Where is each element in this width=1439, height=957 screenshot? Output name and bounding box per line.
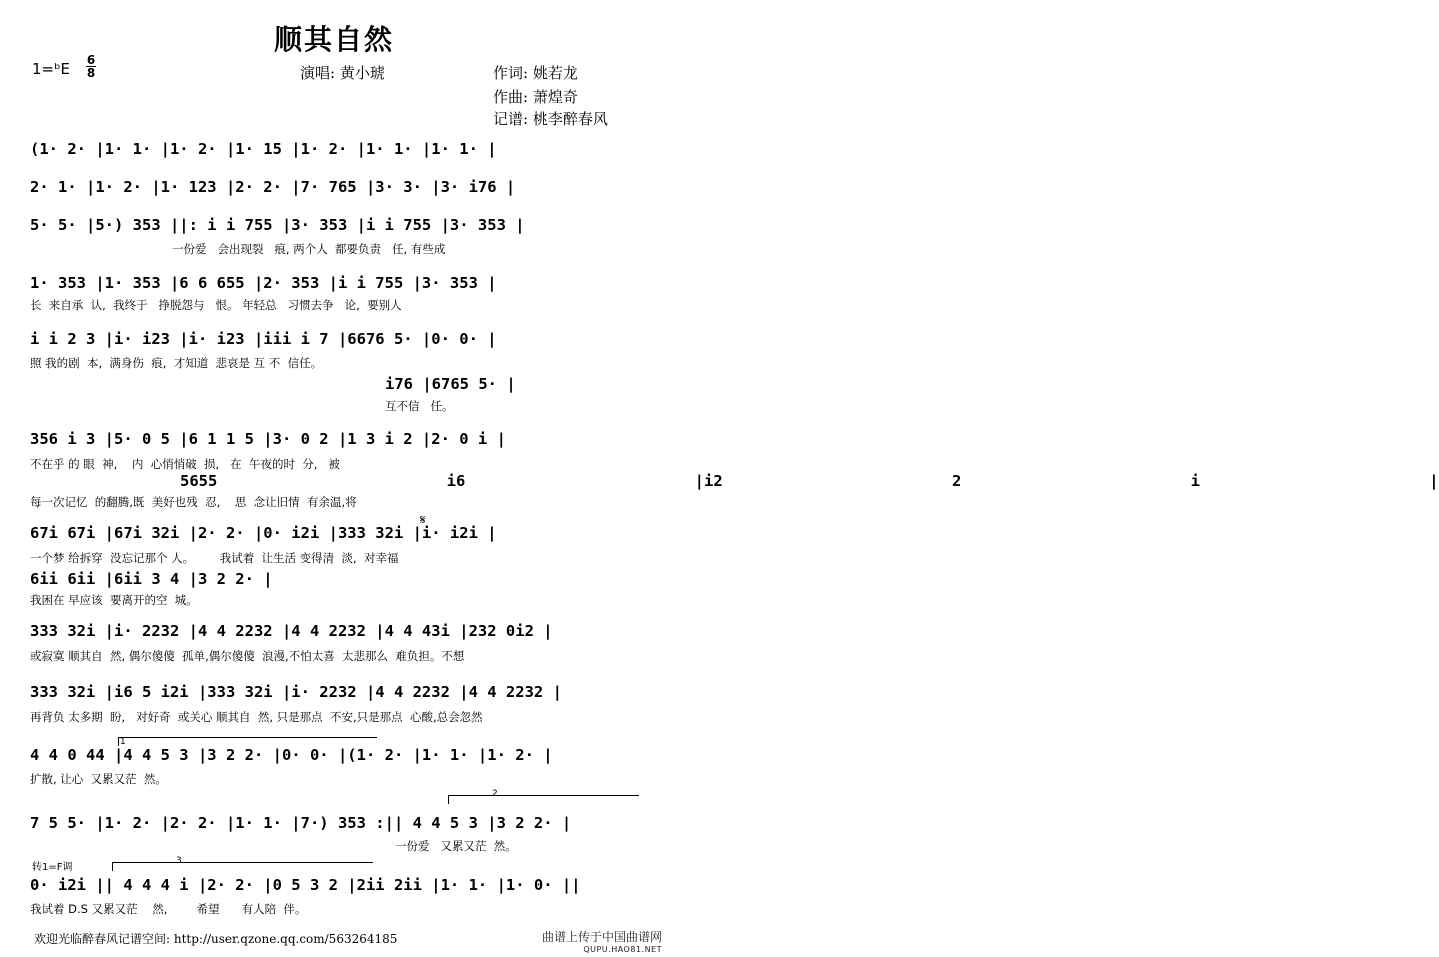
score-line-1: (1· 2· |1· 1· |1· 2· |1· 15 |1· 2· |1· 1· |1· 1· | (30, 140, 497, 158)
lyric-line-8: 或寂寞 顺其自 然, 偶尔傻傻 孤单,偶尔傻傻 浪漫,不怕太喜 太悲那么 难负担。不想 (30, 649, 465, 663)
lyric-line-11: 一份爱 又累又茫 然。 (395, 839, 517, 853)
score-line-6: 356 i 3 |5· 0 5 |6 1 1 5 |3· 0 2 |1 3 i 2 |2· 0 i | (30, 430, 506, 448)
modulation-note: 转1=F调 (32, 862, 73, 873)
score-line-9: 333 32i |i6 5 i2i |333 32i |i· 2232 |4 4 2232 |4 4 2232 | (30, 683, 562, 701)
song-title: 顺其自然 (273, 23, 394, 56)
lyric-line-7-alt: 我困在 早应该 要离开的空 城。 (30, 593, 198, 607)
watermark-line-2: QUPU.HAO81.NET (583, 945, 662, 954)
lyric-line-10: 扩散, 让心 又累又茫 然。 (30, 772, 167, 786)
volta-label-3: 3 (176, 856, 182, 866)
score-line-12: 0· i2i || 4 4 4 i |2· 2· |0 5 3 2 |2ii 2ii |1· 1· |1· 0· || (30, 876, 581, 894)
watermark (542, 928, 662, 954)
score-line-5: i i 2 3 |i· i23 |i· i23 |iii i 7 |6676 5· |0· 0· | (30, 330, 497, 348)
score-line-4: 1· 353 |1· 353 |6 6 655 |2· 353 |i i 755 |3· 353 | (30, 274, 497, 292)
score-line-2: 2· 1· |1· 2· |1· 123 |2· 2· |7· 765 |3· 3· |3· i76 | (30, 178, 516, 196)
time-signature-top: 6 (86, 53, 96, 67)
volta-bracket-2 (448, 795, 639, 804)
lyric-line-12: 我试着 D.S 又累又茫 然, 希望 有人陪 伴。 (30, 902, 307, 916)
key-signature: 1=ᵇE (32, 60, 71, 78)
volta-bracket-3 (112, 862, 373, 871)
lyric-line-6-alt: 每一次记忆 的翻腾,既 美好也残 忍, 思 念让旧情 有余温,将 (30, 495, 357, 509)
score-line-10: 4 4 0 44 |4 4 5 3 |3 2 2· |0· 0· |(1· 2· |1· 1· |1· 2· | (30, 746, 553, 764)
score-line-3: 5· 5· |5·) 353 ||: i i 755 |3· 353 |i i 755 |3· 353 | (30, 216, 525, 234)
lyric-line-3: 一份爱 会出现裂 痕, 两个人 都要负责 任, 有些成 (172, 242, 446, 256)
transcriber-credit: 记谱: 桃李醉春风 (493, 110, 608, 128)
footer-link-text: 欢迎光临醉春风记谱空间: http://user.qzone.qq.com/563264185 (34, 932, 398, 946)
lyric-line-7: 一个梦 给拆穿 没忘记那个 人。 我试着 让生活 变得清 淡, 对幸福 (30, 551, 399, 565)
volta-bracket-1 (118, 737, 377, 746)
lyric-line-9: 再背负 太多期 盼, 对好奇 或关心 顺其自 然, 只是那点 不安,只是那点 心酸,总会忽然 (30, 710, 483, 724)
lyric-line-5-alt: 互不信 任。 (385, 399, 454, 413)
score-line-6-alt: 5655 i6 |i2 2 i | (180, 472, 1439, 490)
volta-label-2: 2 (492, 789, 498, 799)
watermark-line-1: 曲谱上传于中国曲谱网 (541, 930, 662, 944)
time-signature (86, 54, 96, 79)
lyric-line-4: 长 来自承 认, 我终于 挣脱怨与 恨。 年轻总 习惯去争 论, 要别人 (30, 298, 402, 312)
lyric-line-6: 不在乎 的 眼 神, 内 心悄悄破 损, 在 午夜的时 分, 被 (30, 457, 340, 471)
singer-credit: 演唱: 黄小琥 (300, 64, 385, 82)
score-line-5-alt: i76 |6765 5· | (385, 375, 516, 393)
score-line-11: 7 5 5· |1· 2· |2· 2· |1· 1· |7·) 353 :|| 4 4 5 3 |3 2 2· | (30, 814, 572, 832)
volta-label-1: 1 (120, 737, 126, 747)
time-signature-bottom: 8 (86, 66, 96, 80)
score-line-7-alt: 6ii 6ii |6ii 3 4 |3 2 2· | (30, 570, 273, 588)
composer-credit: 作曲: 萧煌奇 (493, 88, 578, 106)
score-line-7: 67i 67i |67i 32i |2· 2· |0· i2i |333 32i |i· i2i | (30, 524, 497, 542)
segno-icon: 𝄋 (420, 513, 426, 528)
lyric-line-5: 照 我的剧 本, 满身伤 痕, 才知道 悲哀是 互 不 信任。 (30, 356, 323, 370)
lyricist-credit: 作词: 姚若龙 (493, 64, 578, 82)
score-line-8: 333 32i |i· 2232 |4 4 2232 |4 4 2232 |4 4 43i |232 0i2 | (30, 622, 553, 640)
